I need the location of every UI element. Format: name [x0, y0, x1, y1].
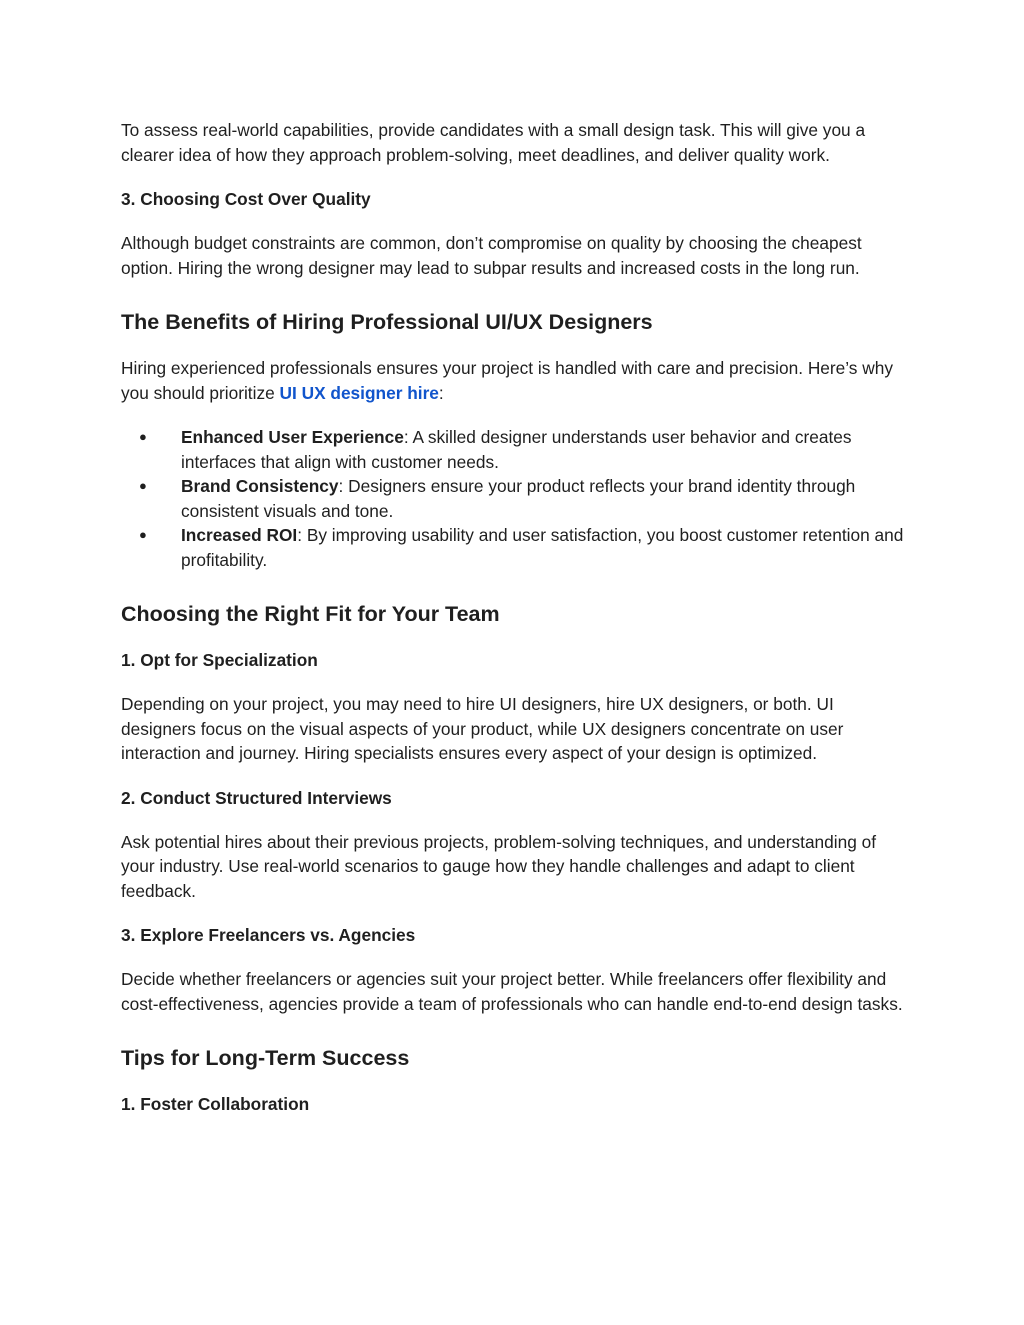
cost-over-quality-subheading: 3. Choosing Cost Over Quality [121, 189, 371, 209]
document-page [121, 118, 911, 1116]
bullet-text: : A skilled designer understands user behavior and creates interfaces that align with customer needs. [181, 427, 852, 472]
bullet-text: : By improving usability and user satisfaction, you boost customer retention and profitability. [181, 525, 904, 570]
benefits-intro-text: Hiring experienced professionals ensures your project is handled with care and precision. Here’s why you should prioritize [121, 358, 893, 403]
interviews-paragraph: Ask potential hires about their previous projects, problem-solving techniques, and understanding of your industry. Use real-world scenarios to gauge how they handle challenges and adapt to client feedback. [121, 831, 877, 901]
benefits-list [121, 425, 911, 572]
list-item [121, 425, 911, 474]
freelancers-agencies-subheading: 3. Explore Freelancers vs. Agencies [121, 925, 416, 945]
list-item [121, 523, 911, 572]
bullet-title: Increased ROI [181, 525, 298, 545]
interviews-subheading: 2. Conduct Structured Interviews [121, 787, 392, 808]
tips-heading: Tips for Long-Term Success [121, 1046, 410, 1070]
foster-collaboration-subheading: 1. Foster Collaboration [121, 1094, 310, 1114]
intro-paragraph: To assess real-world capabilities, provide candidates with a small design task. This will give you a clearer idea of how they approach problem-solving, meet deadlines, and deliver quality work. [121, 120, 866, 165]
specialization-subheading: 1. Opt for Specialization [121, 650, 318, 670]
ui-ux-designer-hire-link[interactable]: UI UX designer hire [279, 382, 439, 403]
right-fit-heading: Choosing the Right Fit for Your Team [121, 602, 500, 626]
bullet-text: : Designers ensure your product reflects your brand identity through consistent visuals and tone. [181, 476, 856, 521]
bullet-icon: ● [139, 478, 147, 493]
freelancers-agencies-paragraph: Decide whether freelancers or agencies suit your project better. While freelancers offer flexibility and cost-effectiveness, agencies provide a team of professionals who can handle end-to-end design tasks. [121, 969, 903, 1014]
bullet-icon: ● [139, 429, 147, 444]
benefits-intro-colon: : [438, 382, 444, 403]
bullet-title: Enhanced User Experience [181, 427, 404, 447]
bullet-title: Brand Consistency [181, 476, 339, 496]
list-item [121, 474, 911, 523]
specialization-paragraph: Depending on your project, you may need to hire UI designers, hire UX designers, or both. UI designers focus on the visual aspects of your product, while UX designers concentrate on user interaction and journey. Hiring specialists ensures every aspect of your design is optimized. [121, 694, 844, 763]
benefits-intro-paragraph [121, 356, 911, 405]
benefits-heading: The Benefits of Hiring Professional UI/UX Designers [121, 310, 653, 334]
cost-over-quality-paragraph: Although budget constraints are common, don’t compromise on quality by choosing the cheapest option. Hiring the wrong designer may lead to subpar results and increased costs in the long run. [121, 233, 862, 278]
bullet-icon: ● [139, 527, 147, 542]
